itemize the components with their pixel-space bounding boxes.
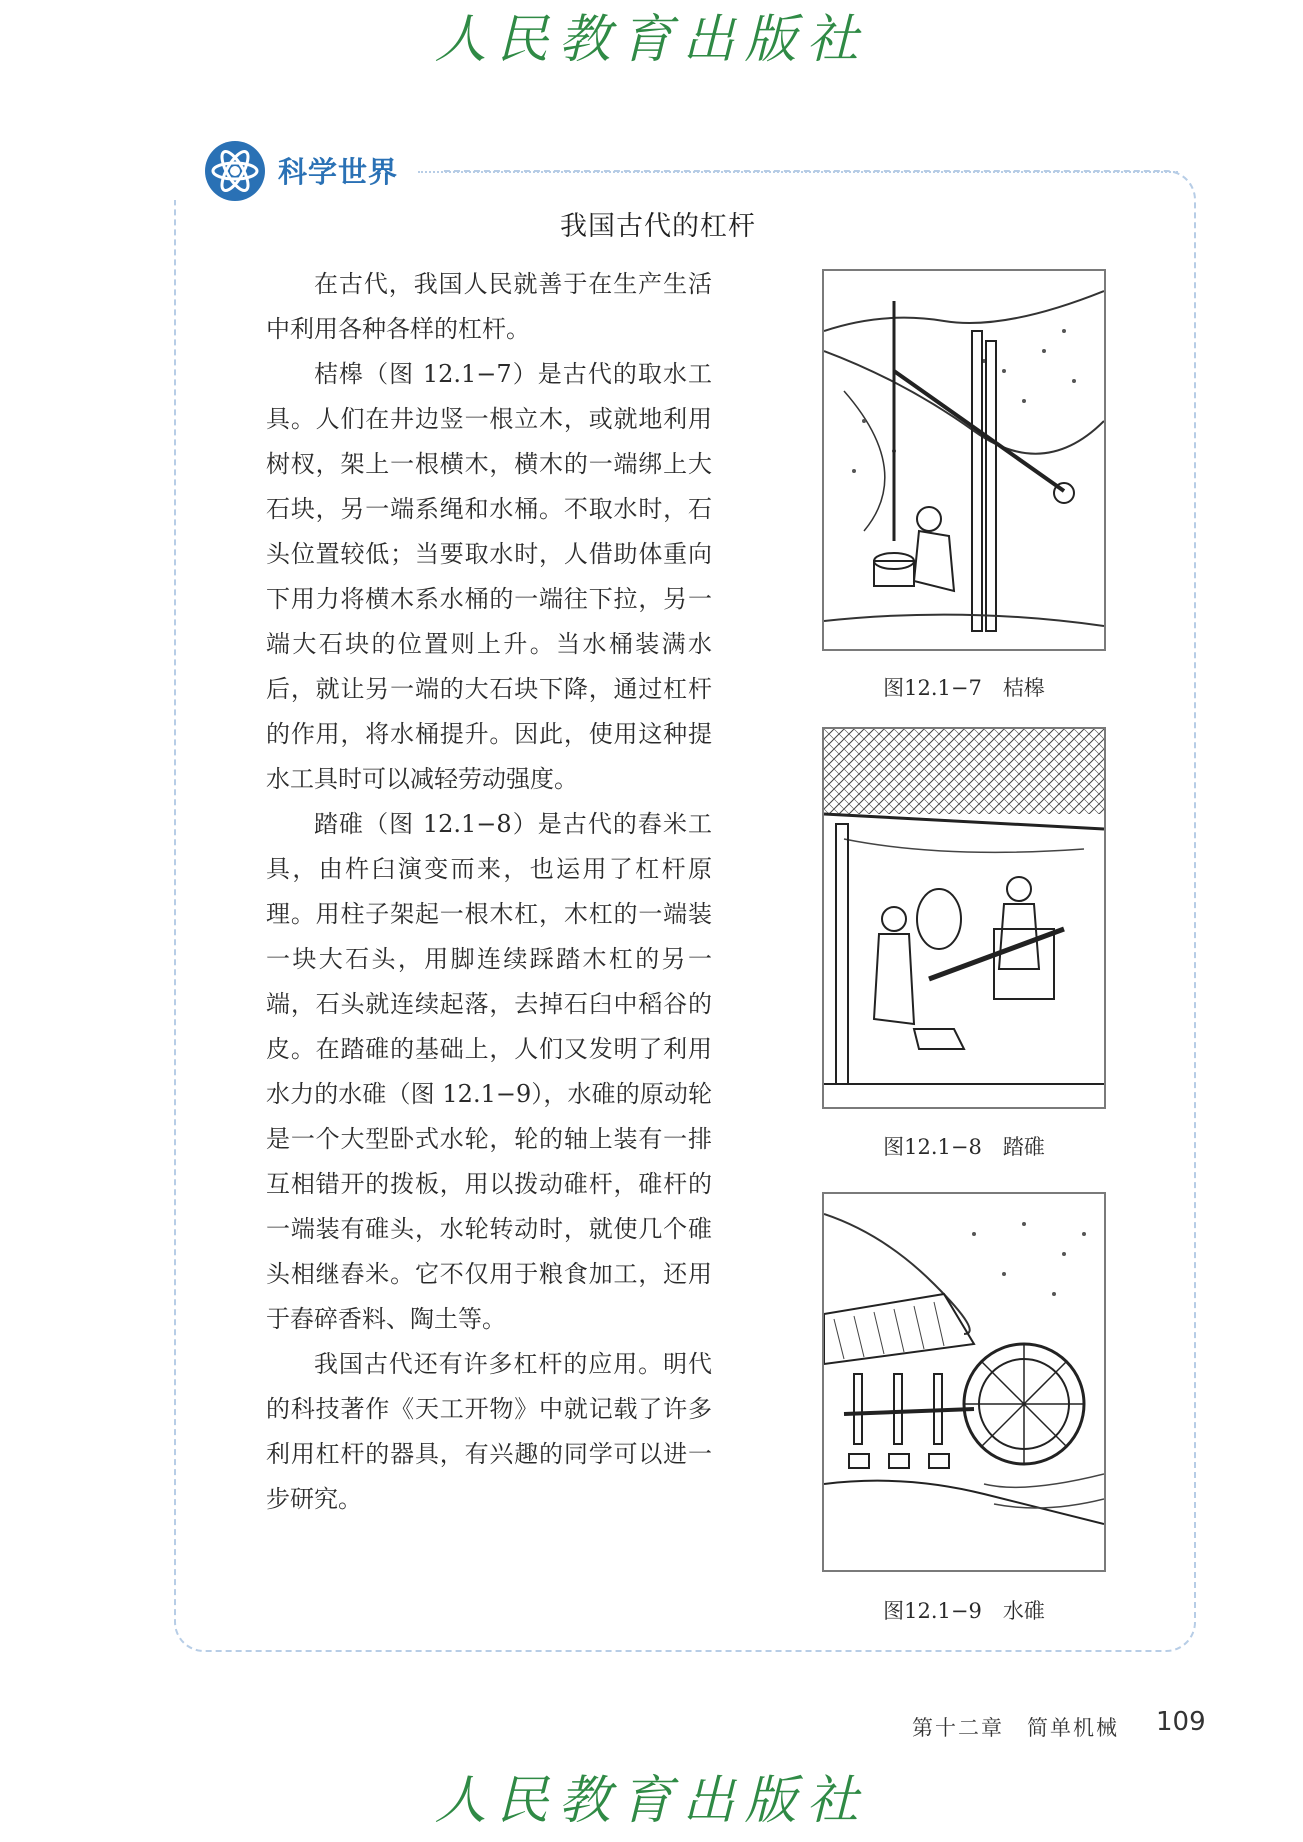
figure-water-hammer bbox=[822, 1192, 1106, 1572]
figure-caption: 图12.1−7 桔槔 bbox=[883, 676, 1045, 700]
well-sweep-illustration bbox=[824, 271, 1104, 649]
paragraph: 我国古代还有许多杠杆的应用。明代的科技著作《天工开物》中就记载了许多利用杠杆的器具，有兴趣的同学可以进一步研究。 bbox=[266, 1350, 712, 1513]
paragraph: 踏碓（图 12.1−8）是古代的舂米工具，由杵臼演变而来，也运用了杠杆原理。用柱子架起一根木杠，木杠的一端装一块大石头，用脚连续踩踏木杠的另一端，石头就连续起落，去掉石臼中稻谷的皮。在踏碓的基础上，人们又发明了利用水力的水碓（图 12.1−9），水碓的原动轮是一个大型卧式水轮，轮的轴上装有一排互相错开的拨板，用以拨动碓杆，碓杆的一端装有碓头，水轮转动时，就使几个碓头相继舂米。它不仅用于粮食加工，还用于舂碎香料、陶土等。 bbox=[266, 810, 712, 1333]
section-title: 科学世界 bbox=[278, 155, 399, 189]
publisher-logo-bottom: 人民教育出版社 bbox=[434, 1771, 869, 1831]
section-divider bbox=[418, 171, 1178, 173]
figure-well-sweep bbox=[822, 269, 1106, 651]
page-number: 109 bbox=[1156, 1707, 1206, 1737]
paragraph: 在古代，我国人民就善于在生产生活中利用各种各样的杠杆。 bbox=[266, 270, 712, 343]
atom-icon bbox=[204, 140, 266, 202]
article-title: 我国古代的杠杆 bbox=[560, 211, 756, 242]
article-body bbox=[266, 262, 712, 1522]
figure-caption: 图12.1−9 水碓 bbox=[883, 1599, 1045, 1623]
foot-pestle-illustration bbox=[824, 729, 1104, 1107]
figure-foot-pestle bbox=[822, 727, 1106, 1109]
water-hammer-illustration bbox=[824, 1194, 1104, 1570]
publisher-logo-top: 人民教育出版社 bbox=[434, 10, 869, 70]
figure-caption: 图12.1−8 踏碓 bbox=[883, 1135, 1045, 1159]
paragraph: 桔槔（图 12.1−7）是古代的取水工具。人们在井边竖一根立木，或就地利用树杈，架上一根横木，横木的一端绑上大石块，另一端系绳和水桶。不取水时，石头位置较低；当要取水时，人借助体重向下用力将横木系水桶的一端往下拉，另一端大石块的位置则上升。当水桶装满水后，就让另一端的大石块下降，通过杠杆的作用，将水桶提升。因此，使用这种提水工具时可以减轻劳动强度。 bbox=[266, 360, 712, 793]
footer-chapter: 第十二章 简单机械 bbox=[912, 1716, 1119, 1740]
